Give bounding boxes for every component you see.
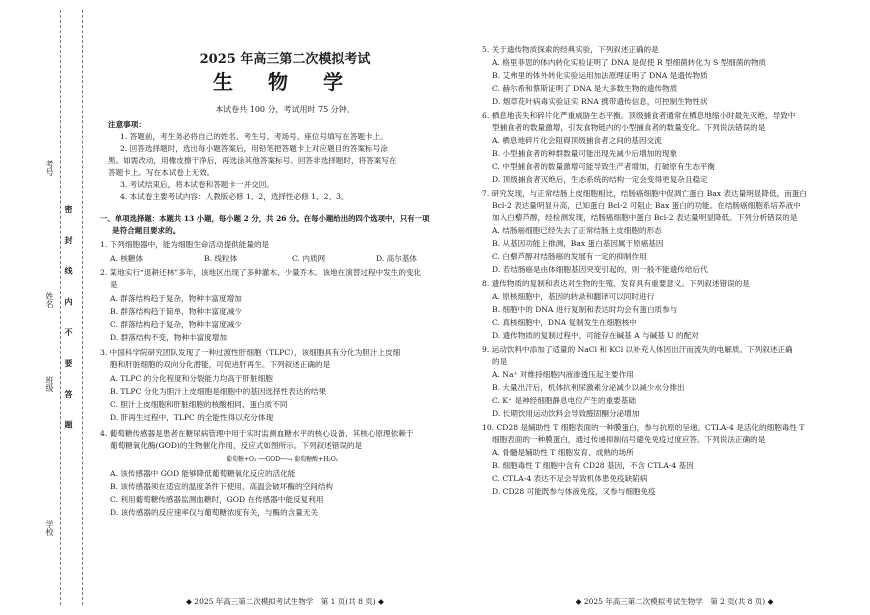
q4-option-d: D. 该传感器的反应速率仅与葡萄糖浓度有关，与酶的含量无关 <box>110 508 319 517</box>
q10-option-a: A. 骨髓是辅助性 T 细胞发育、成熟的场所 <box>492 448 634 457</box>
question-6-stem: 6. 栖息地丧失和碎片化严重威胁生态平衡。顶级捕食者通常在栖息地缩小时最先灭绝，导致中 <box>482 111 796 120</box>
question-9-stem-cont: 的是 <box>492 357 508 366</box>
q4-option-a: A. 该传感器中 GOD 能够降低葡萄糖氧化反应的活化能 <box>110 469 296 478</box>
section-heading: 一、单项选择题：本题共 13 小题，每小题 2 分，共 26 分。在每小题给出的四个选项中，只有一项 <box>100 214 430 223</box>
q8-option-b: B. 细胞中的 DNA 进行复制和表达时均会有蛋白质参与 <box>492 305 678 314</box>
note-line: 3. 考试结束后，将本试卷和答题卡一并交回。 <box>120 180 274 189</box>
note-line: 2. 回答选择题时，选出每小题答案后，用铅笔把答题卡上对应题目的答案标号涂 <box>120 144 388 153</box>
note-line: 4. 本试卷主要考试内容：人教版必修 1、2，选择性必修 1、2、3。 <box>120 192 349 201</box>
q3-option-b: B. TLPC 分化为胆汁上皮细胞是细胞中的基因选择性表达的结果 <box>110 387 327 396</box>
binding-margin <box>0 0 92 615</box>
q7-option-c: C. 白藜芦醇对结肠癌的发展有一定的抑制作用 <box>492 252 647 261</box>
exam-no-label: 考号 <box>45 160 54 176</box>
page-1-footer: ◆ 2025 年高三第二次模拟考试生物学 第 1 页(共 8 页) ◆ <box>186 597 384 606</box>
exam-info: 本试卷共 100 分，考试用时 75 分钟。 <box>215 105 355 114</box>
q10-option-d: D. CD28 可能既参与体液免疫，又参与细胞免疫 <box>492 487 656 496</box>
q6-option-c: C. 中型捕食者的数量激增可能导致生产者增加，打破原有生态平衡 <box>492 162 715 171</box>
seal-notice: 密 封 线 内 不 要 答 题 <box>64 205 74 439</box>
school-label: 学校 <box>45 520 54 536</box>
note-line: 1. 答题前，考生务必将自己的姓名、考生号、考场号、座位号填写在答题卡上。 <box>120 132 388 141</box>
q1-option-c: C. 内质网 <box>292 254 326 263</box>
exam-title: 2025 年高三第二次模拟考试 <box>199 52 371 67</box>
q7-option-d: D. 若结肠癌是由体细胞基因突变引起的，则一般不能遗传给后代 <box>492 265 708 274</box>
q6-option-d: D. 顶级捕食者灭绝后，生态系统的结构一定会变得更复杂且稳定 <box>492 175 708 184</box>
seal-dashed-line-outer <box>82 10 83 605</box>
question-10-stem: 10. CD28 是辅助性 T 细胞表面的一种膜蛋白，参与抗原的呈递。CTLA-4 是活化的细胞毒性 T <box>482 423 805 432</box>
question-3-stem-cont: 胞和肝脏细胞的双向分化潜能，可促进肝再生。下列叙述正确的是 <box>110 360 331 369</box>
name-label: 姓名 <box>45 292 54 308</box>
q9-option-b: B. 大量出汗后，机体抗利尿激素分泌减少以减少水分排出 <box>492 383 685 392</box>
question-9-stem: 9. 运动饮料中添加了适量的 NaCl 和 KCl 以补充人体因出汗而流失的电解质。下列叙述正确 <box>482 345 793 354</box>
q1-option-a: A. 核糖体 <box>110 254 144 263</box>
q3-option-c: C. 胆汁上皮细胞和肝脏细胞的核酸相同、蛋白质不同 <box>110 400 288 409</box>
question-8-stem: 8. 遗传物质的复制和表达对生物的生殖、发育具有重要意义。下列叙述错误的是 <box>482 279 750 288</box>
note-line: 答题卡上。写在本试卷上无效。 <box>108 168 215 177</box>
q8-option-a: A. 原核细胞中，基因的转录和翻译可以同时进行 <box>492 292 655 301</box>
q3-option-d: D. 肝再生过程中，TLPC 的全能性得以充分体现 <box>110 413 274 422</box>
q5-option-c: C. 赫尔希和蔡斯证明了 DNA 是大多数生物的遗传物质 <box>492 84 678 93</box>
q1-option-d: D. 高尔基体 <box>376 254 418 263</box>
question-3-stem: 3. 中国科学院研究团队发现了一种过渡性肝细胞（TLPC），该细胞具有分化为胆汁上皮细 <box>100 348 401 357</box>
question-6-stem-cont: 型捕食者的数量激增，引发食物链内的小型捕食者的数量变化。下列说法错误的是 <box>492 123 766 132</box>
q8-option-d: D. 遗传物质的复制过程中，可能存在碱基 A 与碱基 U 的配对 <box>492 331 699 340</box>
q2-option-d: D. 群落结构不变，物种丰富度增加 <box>110 333 227 342</box>
question-4-stem-cont: 葡萄糖氧化酶(GOD)的生物催化作用，反应式如图所示。下列叙述错误的是 <box>110 441 363 450</box>
q9-option-c: C. K⁺ 是神经细胞静息电位产生的重要基础 <box>492 396 636 405</box>
q2-option-c: C. 群落结构趋于复杂，物种丰富度减少 <box>110 320 242 329</box>
notes-heading: 注意事项： <box>108 120 146 129</box>
class-label: 班级 <box>45 376 54 392</box>
q6-option-a: A. 栖息地碎片化会阻碍顶级捕食者之间的基因交流 <box>492 136 662 145</box>
q5-option-d: D. 烟草花叶病毒实验证实 RNA 携带遗传信息，可控制生物性状 <box>492 97 708 106</box>
question-2-stem: 2. 某地实行“退耕还林”多年，该地区出现了多种灌木、少量乔木。该地在演替过程中发生的变化 <box>100 268 422 277</box>
q10-option-b: B. 细胞毒性 T 细胞中含有 CD28 基因，不含 CTLA-4 基因 <box>492 461 694 470</box>
q2-option-a: A. 群落结构趋于复杂，物种丰富度增加 <box>110 294 242 303</box>
q6-option-b: B. 小型捕食者的种群数量可能出现先减少后增加的现象 <box>492 149 678 158</box>
page-2-footer: ◆ 2025 年高三第二次模拟考试生物学 第 2 页(共 8 页) ◆ <box>575 597 774 606</box>
question-7-stem: 7. 研究发现，与正常结肠上皮细胞相比，结肠癌细胞中促凋亡蛋白 Bax 表达量明显降低，而蛋白 <box>482 189 808 198</box>
q10-option-c: C. CTLA-4 表达不足会导致机体患免疫缺陷病 <box>492 474 648 483</box>
question-7-stem-cont: 加入白藜芦醇，经检测发现，结肠癌细胞中蛋白 Bcl-2 表达量明显降低。下列分析错误的是 <box>492 213 798 222</box>
seal-dashed-line-inner <box>60 10 61 605</box>
reaction-equation: 葡萄糖+O₂ ──GOD──→ 葡萄糖酸+H₂O₂ <box>226 456 339 463</box>
q9-option-a: A. Na⁺ 对维持细胞内液渗透压起主要作用 <box>492 370 634 379</box>
q3-option-a: A. TLPC 的分化程度和分裂能力均高于肝脏细胞 <box>110 374 273 383</box>
q2-option-b: B. 群落结构趋于简单，物种丰富度减少 <box>110 307 242 316</box>
subject-title: 生 物 学 <box>213 70 357 94</box>
q7-option-b: B. 从基因功能上推测，Bax 蛋白基因属于原癌基因 <box>492 239 664 248</box>
question-4-stem: 4. 葡萄糖传感器是患者在糖尿病管理中用于实时监测血糖水平的核心设备，其核心原理依赖于 <box>100 429 414 438</box>
q4-option-b: B. 该传感器须在适宜的温度条件下使用，高温会破坏酶的空间结构 <box>110 482 334 491</box>
q4-option-c: C. 利用葡萄糖传感器监测血糖时，GOD 在传感器中能反复利用 <box>110 495 324 504</box>
q5-option-b: B. 艾弗里的体外转化实验运用加法原理证明了 DNA 是遗传物质 <box>492 71 708 80</box>
section-heading-cont: 是符合题目要求的。 <box>112 226 181 235</box>
note-line: 黑。如需改动，用橡皮擦干净后，再选涂其他答案标号。回答非选择题时，将答案写在 <box>108 156 397 165</box>
question-7-stem-cont: Bcl-2 表达量明显升高，已知蛋白 Bcl-2 可阻止 Bax 蛋白的功能。在结肠癌细胞系培养液中 <box>492 201 801 210</box>
q1-option-b: B. 线粒体 <box>204 254 238 263</box>
q8-option-c: C. 真核细胞中，DNA 复制发生在细胞核中 <box>492 318 637 327</box>
q5-option-a: A. 格里菲思的体内转化实验证明了 DNA 是促使 R 型细菌转化为 S 型细菌的物质 <box>492 58 767 67</box>
question-5-stem: 5. 关于遗传物质探索的经典实验，下列叙述正确的是 <box>482 45 659 54</box>
question-10-stem-cont: 细胞表面的一种膜蛋白，通过传递抑制信号避免免疫过度应答。下列说法正确的是 <box>492 435 766 444</box>
question-2-stem-cont: 是 <box>110 280 118 289</box>
q9-option-d: D. 长期饮用运动饮料会导致醛固酮分泌增加 <box>492 409 640 418</box>
q7-option-a: A. 结肠癌细胞已经失去了正常结肠上皮细胞的形态 <box>492 226 662 235</box>
question-1-stem: 1. 下列细胞器中，能为细胞生命活动提供能量的是 <box>100 240 270 249</box>
